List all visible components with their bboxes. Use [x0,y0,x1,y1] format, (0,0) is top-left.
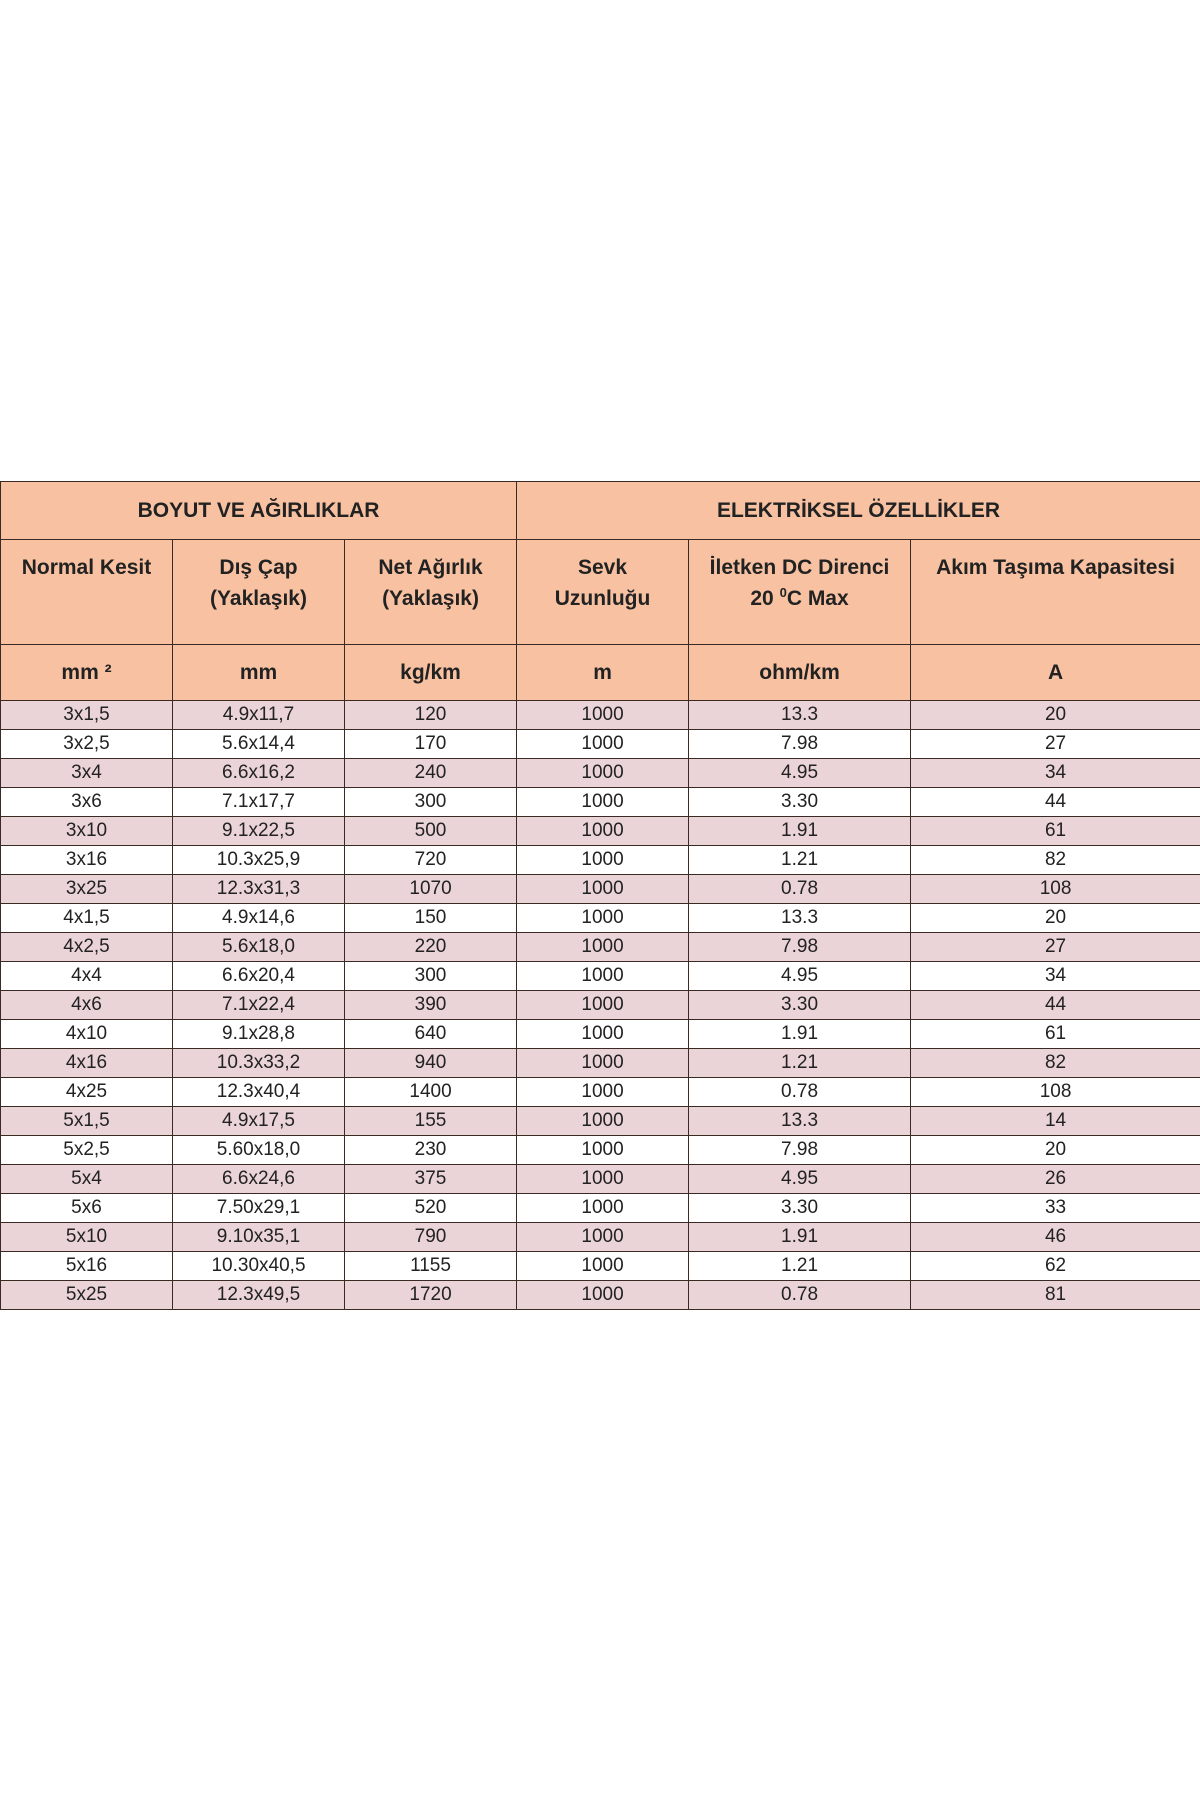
cable-spec-table [0,481,1200,1310]
cell-dc-resistance: 0.78 [689,1281,911,1310]
column-header-line: İletken DC Direnci [709,556,890,579]
cell-delivery-length: 1000 [517,1281,689,1310]
table-row [1,1078,1200,1107]
cell-delivery-length: 1000 [517,1078,689,1107]
cell-net-weight: 390 [345,991,517,1020]
column-header-line: (Yaklaşık) [382,587,479,610]
cell-current-capacity: 44 [911,991,1200,1020]
table-row [1,759,1200,788]
cell-delivery-length: 1000 [517,933,689,962]
cell-dc-resistance: 3.30 [689,788,911,817]
column-header-line: Akım Taşıma Kapasitesi [936,556,1175,579]
cell-dc-resistance: 1.21 [689,1049,911,1078]
cell-dc-resistance: 4.95 [689,759,911,788]
cell-current-capacity: 61 [911,1020,1200,1049]
column-header-line-temperature [689,583,910,614]
cell-outer-diameter: 7.1x17,7 [173,788,345,817]
cell-delivery-length: 1000 [517,875,689,904]
cell-dc-resistance: 7.98 [689,1136,911,1165]
cell-dc-resistance: 1.21 [689,1252,911,1281]
cell-net-weight: 375 [345,1165,517,1194]
cell-net-weight: 1720 [345,1281,517,1310]
cell-delivery-length: 1000 [517,1020,689,1049]
column-header-delivery-length [517,540,689,645]
cell-net-weight: 790 [345,1223,517,1252]
cell-current-capacity: 34 [911,962,1200,991]
cell-cross-section: 3x6 [1,788,173,817]
cell-net-weight: 230 [345,1136,517,1165]
table-row [1,1165,1200,1194]
cell-net-weight: 520 [345,1194,517,1223]
cell-cross-section: 5x16 [1,1252,173,1281]
cell-cross-section: 5x1,5 [1,1107,173,1136]
cell-outer-diameter: 4.9x11,7 [173,701,345,730]
cell-dc-resistance: 4.95 [689,962,911,991]
cell-outer-diameter: 7.50x29,1 [173,1194,345,1223]
cell-cross-section: 4x25 [1,1078,173,1107]
column-header-line: Dış Çap [219,556,298,579]
column-header-line: Uzunluğu [554,587,651,610]
table-row [1,1049,1200,1078]
table-row [1,1136,1200,1165]
cell-dc-resistance: 1.91 [689,1223,911,1252]
table-row [1,1281,1200,1310]
cell-dc-resistance: 0.78 [689,875,911,904]
cell-cross-section: 3x16 [1,846,173,875]
cell-outer-diameter: 4.9x17,5 [173,1107,345,1136]
column-header-net-weight [345,540,517,645]
cell-delivery-length: 1000 [517,1049,689,1078]
cell-cross-section: 4x2,5 [1,933,173,962]
table-row [1,1194,1200,1223]
temperature-value: 20 [750,587,780,610]
table-row [1,991,1200,1020]
cell-current-capacity: 62 [911,1252,1200,1281]
unit-current-capacity: A [911,645,1200,701]
cell-cross-section: 3x2,5 [1,730,173,759]
table-row [1,730,1200,759]
table-row [1,701,1200,730]
cell-outer-diameter: 12.3x40,4 [173,1078,345,1107]
cell-current-capacity: 81 [911,1281,1200,1310]
table-row [1,788,1200,817]
cell-net-weight: 300 [345,788,517,817]
column-header-outer-diameter [173,540,345,645]
cell-cross-section: 5x6 [1,1194,173,1223]
cell-delivery-length: 1000 [517,1252,689,1281]
table-row [1,817,1200,846]
table-row [1,1020,1200,1049]
cell-outer-diameter: 10.3x33,2 [173,1049,345,1078]
cell-delivery-length: 1000 [517,846,689,875]
unit-net-weight: kg/km [345,645,517,701]
degree-mark: 0 [779,585,787,600]
cell-net-weight: 170 [345,730,517,759]
cell-delivery-length: 1000 [517,1136,689,1165]
cell-net-weight: 1070 [345,875,517,904]
unit-delivery-length: m [517,645,689,701]
cell-net-weight: 1400 [345,1078,517,1107]
cell-net-weight: 155 [345,1107,517,1136]
cell-net-weight: 1155 [345,1252,517,1281]
cell-outer-diameter: 7.1x22,4 [173,991,345,1020]
unit-dc-resistance: ohm/km [689,645,911,701]
cell-dc-resistance: 1.21 [689,846,911,875]
cell-delivery-length: 1000 [517,788,689,817]
cell-current-capacity: 108 [911,1078,1200,1107]
cell-current-capacity: 27 [911,933,1200,962]
cell-outer-diameter: 5.60x18,0 [173,1136,345,1165]
cell-cross-section: 3x4 [1,759,173,788]
column-header-line: Net Ağırlık [378,556,483,579]
cell-outer-diameter: 4.9x14,6 [173,904,345,933]
cell-delivery-length: 1000 [517,991,689,1020]
cell-delivery-length: 1000 [517,962,689,991]
cell-dc-resistance: 7.98 [689,933,911,962]
cell-cross-section: 4x16 [1,1049,173,1078]
cell-net-weight: 640 [345,1020,517,1049]
cell-net-weight: 300 [345,962,517,991]
cell-cross-section: 5x10 [1,1223,173,1252]
unit-outer-diameter: mm [173,645,345,701]
cell-current-capacity: 34 [911,759,1200,788]
cell-dc-resistance: 3.30 [689,991,911,1020]
cell-cross-section: 4x10 [1,1020,173,1049]
cell-net-weight: 940 [345,1049,517,1078]
cell-net-weight: 120 [345,701,517,730]
cell-delivery-length: 1000 [517,904,689,933]
cell-outer-diameter: 9.10x35,1 [173,1223,345,1252]
cell-net-weight: 220 [345,933,517,962]
cell-outer-diameter: 12.3x49,5 [173,1281,345,1310]
cell-delivery-length: 1000 [517,817,689,846]
cell-dc-resistance: 0.78 [689,1078,911,1107]
cell-cross-section: 4x6 [1,991,173,1020]
cell-delivery-length: 1000 [517,1165,689,1194]
cell-delivery-length: 1000 [517,759,689,788]
cell-current-capacity: 44 [911,788,1200,817]
cell-current-capacity: 20 [911,1136,1200,1165]
cell-delivery-length: 1000 [517,730,689,759]
cell-dc-resistance: 1.91 [689,1020,911,1049]
cell-current-capacity: 27 [911,730,1200,759]
cell-current-capacity: 20 [911,701,1200,730]
table-row [1,1223,1200,1252]
temperature-unit: C Max [786,587,849,610]
unit-cross-section: mm ² [1,645,173,701]
table-row [1,1252,1200,1281]
cell-net-weight: 150 [345,904,517,933]
cell-outer-diameter: 6.6x20,4 [173,962,345,991]
cell-cross-section: 4x4 [1,962,173,991]
cell-delivery-length: 1000 [517,701,689,730]
cell-current-capacity: 26 [911,1165,1200,1194]
column-header-cross-section [1,540,173,645]
cell-current-capacity: 82 [911,1049,1200,1078]
cell-net-weight: 240 [345,759,517,788]
column-header-line: Sevk [578,556,628,579]
table-body [1,701,1200,1310]
cell-outer-diameter: 10.30x40,5 [173,1252,345,1281]
cell-outer-diameter: 9.1x22,5 [173,817,345,846]
cell-outer-diameter: 6.6x24,6 [173,1165,345,1194]
table-row [1,1107,1200,1136]
cell-current-capacity: 108 [911,875,1200,904]
cell-cross-section: 3x25 [1,875,173,904]
cell-dc-resistance: 13.3 [689,904,911,933]
cell-dc-resistance: 1.91 [689,817,911,846]
cell-cross-section: 4x1,5 [1,904,173,933]
table-row [1,846,1200,875]
table-row [1,904,1200,933]
cell-outer-diameter: 5.6x18,0 [173,933,345,962]
column-header-line: (Yaklaşık) [210,587,307,610]
cell-delivery-length: 1000 [517,1194,689,1223]
cell-current-capacity: 20 [911,904,1200,933]
column-header-line: Normal Kesit [21,556,152,579]
cell-cross-section: 3x10 [1,817,173,846]
cell-current-capacity: 46 [911,1223,1200,1252]
cell-cross-section: 5x4 [1,1165,173,1194]
cell-delivery-length: 1000 [517,1223,689,1252]
cell-current-capacity: 61 [911,817,1200,846]
cell-dc-resistance: 3.30 [689,1194,911,1223]
column-header-dc-resistance [689,540,911,645]
section-header-dimensions: BOYUT VE AĞIRLIKLAR [1,482,517,540]
cell-outer-diameter: 10.3x25,9 [173,846,345,875]
cell-outer-diameter: 6.6x16,2 [173,759,345,788]
cell-dc-resistance: 13.3 [689,701,911,730]
table-row [1,875,1200,904]
cell-delivery-length: 1000 [517,1107,689,1136]
cell-current-capacity: 14 [911,1107,1200,1136]
cell-cross-section: 5x25 [1,1281,173,1310]
cell-current-capacity: 33 [911,1194,1200,1223]
cell-dc-resistance: 7.98 [689,730,911,759]
cell-current-capacity: 82 [911,846,1200,875]
column-header-current-capacity [911,540,1200,645]
cell-net-weight: 500 [345,817,517,846]
cell-dc-resistance: 4.95 [689,1165,911,1194]
table-row [1,933,1200,962]
cell-net-weight: 720 [345,846,517,875]
cell-cross-section: 5x2,5 [1,1136,173,1165]
table-row [1,962,1200,991]
section-header-electrical: ELEKTRİKSEL ÖZELLİKLER [517,482,1200,540]
cell-outer-diameter: 12.3x31,3 [173,875,345,904]
cell-outer-diameter: 9.1x28,8 [173,1020,345,1049]
cell-dc-resistance: 13.3 [689,1107,911,1136]
cell-outer-diameter: 5.6x14,4 [173,730,345,759]
cell-cross-section: 3x1,5 [1,701,173,730]
